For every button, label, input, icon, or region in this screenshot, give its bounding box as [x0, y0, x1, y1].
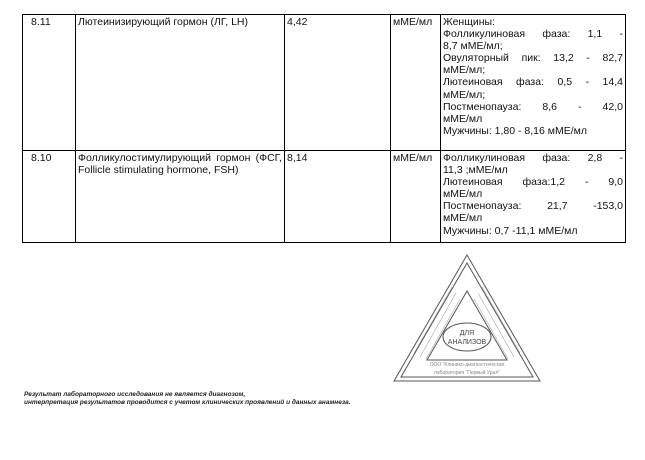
table-row [23, 151, 626, 243]
ref-line: Фолликулиновая фаза: 1,1 - [443, 28, 623, 41]
test-code: 8.11 [23, 15, 76, 151]
test-unit: мМЕ/мл [391, 151, 441, 243]
ref-line: мМЕ/мл; [443, 64, 486, 77]
disclaimer-line: Результат лабораторного исследования не является диагнозом, [24, 391, 246, 398]
ref-line: Мужчины: 0,7 -11,1 мМЕ/мл [443, 224, 578, 237]
ref-line: 8,7 мМЕ/мл; [443, 40, 503, 53]
ref-line: Постменопауза: 8,6 - 42,0 [443, 100, 623, 113]
ref-line: 11,3 ;мМЕ/мл [443, 164, 508, 177]
ref-line: Лютеиновая фаза: 0,5 - 14,4 [443, 76, 623, 89]
stamp-center-triangle [427, 291, 507, 360]
ref-line: Фолликулиновая фаза: 2,8 - [443, 152, 623, 164]
stamp-bottom-line1: ООО "Клинико-диагностическая [429, 362, 505, 368]
ref-line: мМЕ/мл [443, 112, 483, 125]
reference-range [441, 15, 626, 151]
test-value: 4,42 [285, 15, 391, 151]
test-value: 8,14 [285, 151, 391, 243]
stamp-center-ellipse [443, 323, 491, 351]
ref-line: мМЕ/мл; [443, 88, 486, 101]
ref-line: Женщины: [443, 16, 495, 28]
disclaimer [24, 391, 351, 407]
stamp-bottom-line2: лаборатория "Первый Урал" [433, 370, 501, 376]
ref-line: мМЕ/мл [443, 212, 483, 225]
ref-line: Мужчины: 1,80 - 8,16 мМЕ/мл [443, 124, 588, 137]
disclaimer-line: интерпретация результатов проводится с учетом клинических проявлений и данных анамнеза. [24, 399, 351, 406]
stamp-center-line2: АНАЛИЗОВ [447, 339, 487, 346]
test-name: Фолликулостимулирующий гормон (ФСГ, Follicle stimulating hormone, FSH) [76, 151, 285, 243]
ref-line: Лютеиновая фаза:1,2 - 9,0 [443, 176, 623, 189]
ref-line: мМЕ/мл [443, 188, 483, 201]
ref-line: Овуляторный пик: 13,2 - 82,7 [443, 52, 623, 65]
stamp-center-line1: ДЛЯ [459, 330, 475, 337]
test-code: 8.10 [23, 151, 76, 243]
results-table [22, 14, 626, 243]
table-row [23, 15, 626, 151]
lab-stamp [392, 253, 542, 383]
reference-range [441, 151, 626, 243]
ref-line: Постменопауза: 21,7 -153,0 [443, 200, 623, 213]
test-name: Лютеинизирующий гормон (ЛГ, LH) [76, 15, 285, 151]
test-unit: мМЕ/мл [391, 15, 441, 151]
